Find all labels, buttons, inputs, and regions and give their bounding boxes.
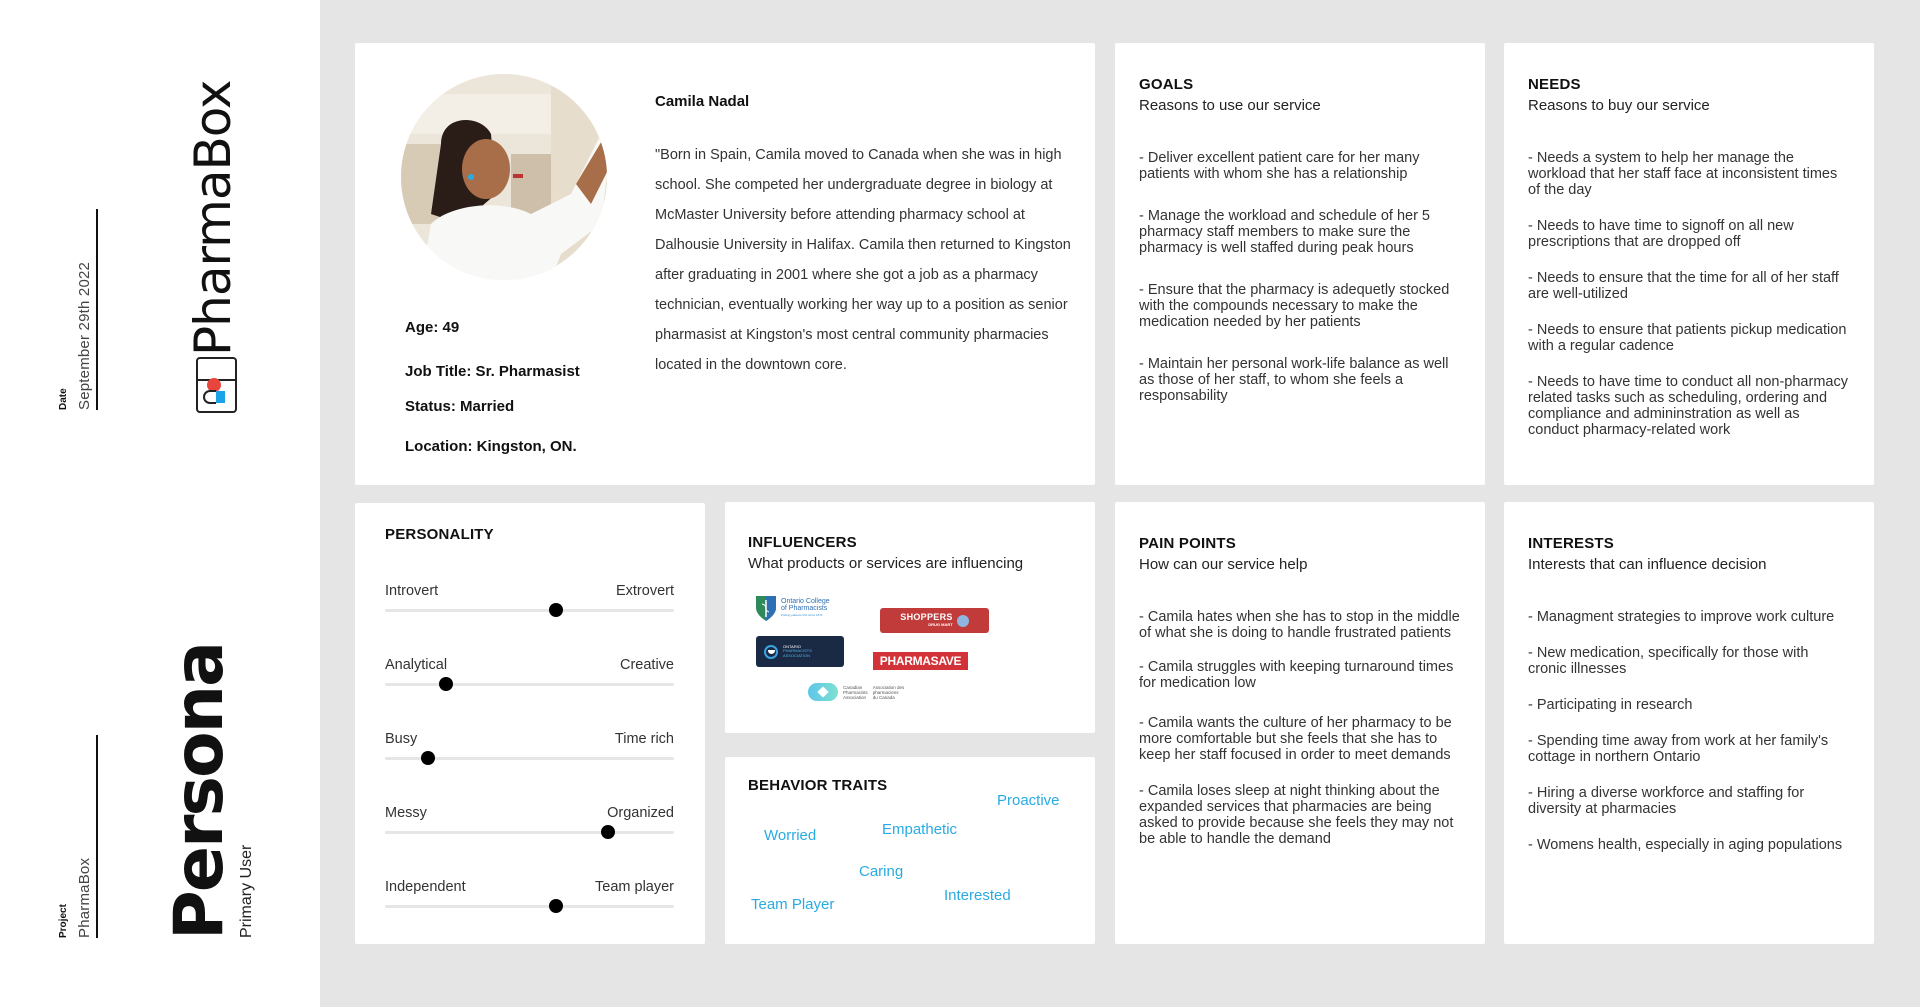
behavior-word: Worried bbox=[764, 827, 817, 844]
personality-card bbox=[355, 503, 705, 944]
needs-title: NEEDS bbox=[1528, 76, 1581, 93]
shield-icon bbox=[755, 594, 777, 622]
persona-name: Camila Nadal bbox=[655, 93, 750, 110]
location-field: Location: Kingston, ON. bbox=[405, 438, 577, 455]
goals-card bbox=[1115, 43, 1485, 485]
behavior-title: BEHAVIOR TRAITS bbox=[748, 777, 888, 794]
interest-item: - Hiring a diverse workforce and staffing for diversity at pharmacies bbox=[1528, 785, 1805, 817]
mortar-pestle-icon bbox=[957, 615, 969, 627]
trait-slider-analytical-creative bbox=[385, 657, 674, 686]
goal-item: - Manage the workload and schedule of her 5 pharmacy staff members to make sure the pharmacy is well staffed during peak hours bbox=[1139, 208, 1430, 256]
date-label: Date bbox=[58, 388, 69, 410]
brand-wordmark: PharmaBox bbox=[184, 80, 242, 356]
pain-point-item: - Camila wants the culture of her pharmacy to be more comfortable but she feels that she has to keep her staff focused in order to meet demands bbox=[1139, 715, 1452, 763]
personality-title: PERSONALITY bbox=[385, 526, 494, 543]
trait-right-label: Time rich bbox=[614, 731, 674, 747]
pain-points-title: PAIN POINTS bbox=[1139, 535, 1236, 552]
pain-points-subtitle: How can our service help bbox=[1139, 556, 1308, 573]
trait-slider-busy-timerich bbox=[385, 731, 674, 760]
interest-item: - Managment strategies to improve work culture bbox=[1528, 609, 1835, 625]
page-title: Persona bbox=[160, 643, 239, 940]
interest-item: - Spending time away from work at her family's cottage in northern Ontario bbox=[1528, 733, 1829, 765]
status-field: Status: Married bbox=[405, 398, 515, 415]
goals-list bbox=[1139, 150, 1461, 404]
slider-knob bbox=[601, 825, 615, 839]
trait-left-label: Messy bbox=[385, 805, 427, 821]
trait-left-label: Introvert bbox=[385, 583, 439, 599]
slider-track bbox=[385, 609, 674, 612]
slider-track bbox=[385, 757, 674, 760]
sidebar bbox=[0, 0, 320, 1007]
pain-point-item: - Camila hates when she has to stop in the middle of what she is doing to handle frustrated patients bbox=[1139, 609, 1460, 641]
pain-point-item: - Camila struggles with keeping turnaround times for medication low bbox=[1139, 659, 1454, 691]
interest-item: - New medication, specifically for those with cronic illnesses bbox=[1528, 645, 1809, 677]
date-value: September 29th 2022 bbox=[76, 261, 93, 410]
slider-knob bbox=[549, 899, 563, 913]
needs-card bbox=[1504, 43, 1874, 485]
needs-subtitle: Reasons to buy our service bbox=[1528, 97, 1710, 114]
profile-card bbox=[355, 43, 1095, 485]
behavior-traits-card bbox=[725, 757, 1095, 944]
slider-track bbox=[385, 831, 674, 834]
trait-slider-messy-organized bbox=[385, 805, 674, 834]
project-label: Project bbox=[58, 904, 69, 938]
behavior-word: Proactive bbox=[997, 792, 1060, 809]
needs-list bbox=[1528, 150, 1850, 438]
trait-slider-independent-teamplayer bbox=[385, 879, 674, 908]
age-field: Age: 49 bbox=[405, 319, 460, 336]
project-value: PharmaBox bbox=[76, 857, 93, 938]
goals-title: GOALS bbox=[1139, 76, 1194, 93]
influencers-card bbox=[725, 502, 1095, 733]
pain-point-item: - Camila loses sleep at night thinking about the expanded services that pharmacies are being asked to provide because she feels they may not be able to handle the demand bbox=[1139, 783, 1454, 847]
interest-item: - Womens health, especially in aging populations bbox=[1528, 837, 1843, 853]
trait-left-label: Independent bbox=[385, 879, 466, 895]
need-item: - Needs to have time to signoff on all new prescriptions that are dropped off bbox=[1528, 218, 1794, 250]
slider-knob bbox=[549, 603, 563, 617]
project-divider bbox=[96, 735, 98, 938]
trait-right-label: Extrovert bbox=[615, 583, 674, 599]
maple-leaf-icon bbox=[808, 683, 838, 701]
pain-points-list bbox=[1139, 609, 1461, 847]
interests-list bbox=[1528, 609, 1850, 853]
job-title-field: Job Title: Sr. Pharmasist bbox=[405, 363, 580, 380]
interests-subtitle: Interests that can influence decision bbox=[1528, 556, 1767, 573]
interest-item: - Participating in research bbox=[1528, 697, 1693, 713]
pharmabox-logo-icon bbox=[196, 357, 237, 413]
slider-track bbox=[385, 683, 674, 686]
influencers-subtitle: What products or services are influencing bbox=[748, 555, 1024, 572]
need-item: - Needs a system to help her manage the workload that her staff face at inconsistent times of the day bbox=[1528, 150, 1838, 198]
behavior-word: Team Player bbox=[751, 896, 835, 913]
goals-subtitle: Reasons to use our service bbox=[1139, 97, 1321, 114]
need-item: - Needs to have time to conduct all non-pharmacy related tasks such as scheduling, ordering and compliance and admininstration as well as conduct pharmacy-related work bbox=[1528, 374, 1848, 438]
trait-left-label: Analytical bbox=[385, 657, 448, 673]
trait-left-label: Busy bbox=[385, 731, 418, 747]
logo-ontario-pharmacists-association: ONTARIO PHARMACISTS ASSOCIATION bbox=[756, 636, 844, 667]
goal-item: - Deliver excellent patient care for her many patients with whom she has a relationship bbox=[1139, 150, 1420, 182]
mortar-icon bbox=[764, 645, 778, 659]
behavior-word: Interested bbox=[944, 887, 1011, 904]
profile-photo bbox=[401, 74, 607, 280]
persona-bio: "Born in Spain, Camila moved to Canada when she was in high school. She competed her undergraduate degree in biology at McMaster University before attending pharmacy school at Dalhousie University in Halifax. Camila then returned to Kingston after graduating in 2001 where she got a job as a pharmacy technician, eventually working her way up to a position as senior pharmasist at Kingston's most central community pharmacies located in the downtown core. bbox=[655, 147, 1071, 373]
logo-canadian-pharmacists-association: Canadian Pharmacists Association Association des pharmaciens du Canada bbox=[808, 681, 933, 703]
behavior-word: Caring bbox=[859, 863, 904, 880]
trait-slider-introvert-extrovert bbox=[385, 583, 674, 612]
date-divider bbox=[96, 209, 98, 410]
behavior-word: Empathetic bbox=[882, 821, 958, 838]
slider-knob bbox=[439, 677, 453, 691]
need-item: - Needs to ensure that patients pickup medication with a regular cadence bbox=[1528, 322, 1847, 354]
slider-knob bbox=[421, 751, 435, 765]
need-item: - Needs to ensure that the time for all of her staff are well-utilized bbox=[1528, 270, 1839, 302]
trait-right-label: Team player bbox=[595, 879, 674, 895]
logo-ontario-college-of-pharmacists: Ontario College of Pharmacists Putting patients first since 1871 bbox=[755, 593, 845, 623]
pain-points-card bbox=[1115, 502, 1485, 944]
trait-right-label: Creative bbox=[620, 657, 674, 673]
influencers-title: INFLUENCERS bbox=[748, 534, 857, 551]
interests-title: INTERESTS bbox=[1528, 535, 1614, 552]
interests-card bbox=[1504, 502, 1874, 944]
goal-item: - Ensure that the pharmacy is adequetly stocked with the compounds necessary to make the medication needed by her patients bbox=[1139, 282, 1450, 330]
logo-pharmasave: PHARMASAVE bbox=[873, 652, 968, 670]
trait-right-label: Organized bbox=[607, 805, 674, 821]
goal-item: - Maintain her personal work-life balance as well as those of her staff, to whom she feels a responsability bbox=[1139, 356, 1449, 404]
logo-shoppers-drug-mart: SHOPPERS DRUG MART bbox=[880, 608, 989, 633]
slider-track bbox=[385, 905, 674, 908]
page-subtitle: Primary User bbox=[238, 844, 255, 938]
